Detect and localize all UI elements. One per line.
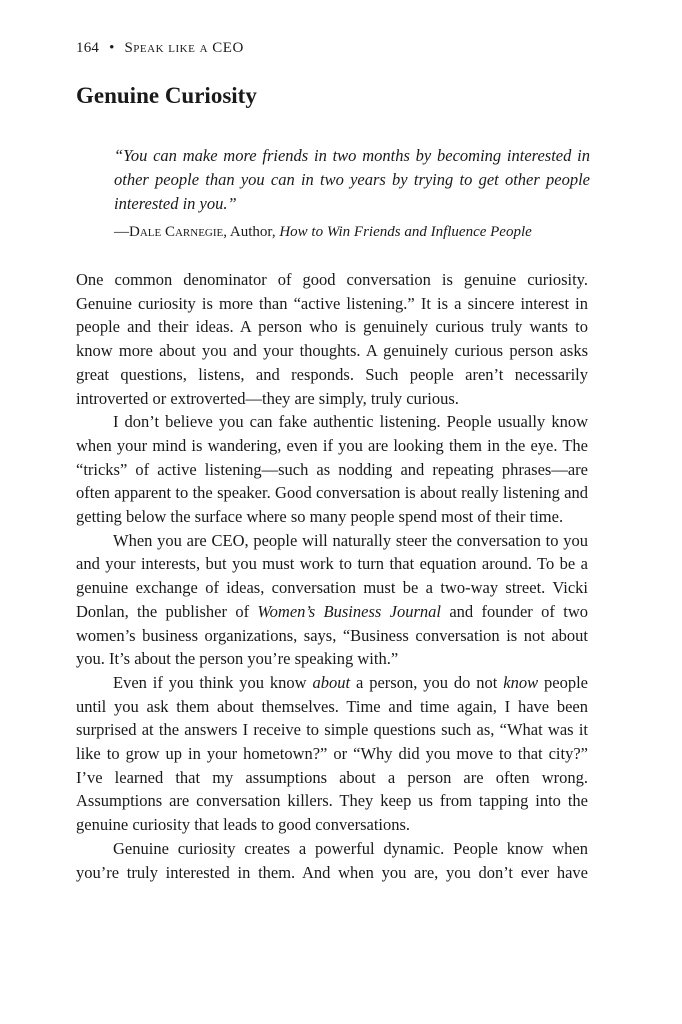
attribution-author: Dale Carnegie xyxy=(129,224,224,240)
paragraph-4-emphasis-know: know xyxy=(503,672,539,692)
paragraph-4-emphasis-about: about xyxy=(312,672,351,692)
paragraph-4-text-c: a person, you do not xyxy=(350,672,504,692)
paragraph-2: I don’t believe you can fake authentic listening. People usually know when your mind is wandering, even if you are looking them in the eye. The “tricks” of active listening—such as nodding and repeating phrases—are often apparent to the speaker. Good conversation is about really listening and getting below the surface where so many people spend most of their time. xyxy=(76,412,588,527)
paragraph-3-journal-title: Women’s Business Journal xyxy=(257,601,441,621)
bullet-separator: • xyxy=(109,40,115,56)
paragraph-4 xyxy=(76,671,588,837)
paragraph-3-text-a: When you are CEO, people will naturally steer the conversation to you and your interests, but you must work to turn that equation around. To be a genuine exchange of ideas, conversation must be a two-way street. Vicki Donlan, the publisher of xyxy=(76,530,588,621)
paragraph-5: Genuine curiosity creates a powerful dynamic. People know when you’re truly interested in them. And when you are, you don’t ever have xyxy=(76,838,588,882)
epigraph-quote: “You can make more friends in two months by becoming interested in other people than you can in two years by trying to get other people interested in you.” xyxy=(114,146,590,213)
attribution-dash: — xyxy=(114,224,129,240)
paragraph-3 xyxy=(76,529,588,671)
running-head xyxy=(76,40,244,57)
paragraph-3-text-c: and founder of two women’s business organizations, says, “Business conversation is not about you. It’s about the person you’re speaking with.” xyxy=(76,601,588,669)
epigraph-attribution xyxy=(114,224,532,241)
paragraph-1: One common denominator of good conversation is genuine curiosity. Genuine curiosity is more than “active listening.” It is a sincere interest in people and their ideas. A person who is genuinely curious truly wants to know more about you and your thoughts. A genuinely curious person asks great questions, listens, and responds. Such people aren’t necessarily introverted or extroverted—they are simply, truly curious. xyxy=(76,270,588,408)
attribution-work: How to Win Friends and Influence People xyxy=(279,224,532,240)
book-title: Speak like a CEO xyxy=(124,40,244,56)
paragraph-4-text-e: people until you ask them about themselves. Time and time again, I have been surprised at the answers I receive to simple questions such as, “What was it like to grow up in your hometown?” or “Why did you move to that city?” I’ve learned that my assumptions about a person are often wrong. Assumptions are conversation killers. They keep us from tapping into the genuine curiosity that leads to good conversations. xyxy=(76,672,588,835)
attribution-role: , Author, xyxy=(223,224,280,240)
section-heading: Genuine Curiosity xyxy=(76,83,257,108)
body-text xyxy=(76,268,588,884)
page-number: 164 xyxy=(76,40,100,56)
paragraph-4-text-a: Even if you think you know xyxy=(113,672,313,692)
